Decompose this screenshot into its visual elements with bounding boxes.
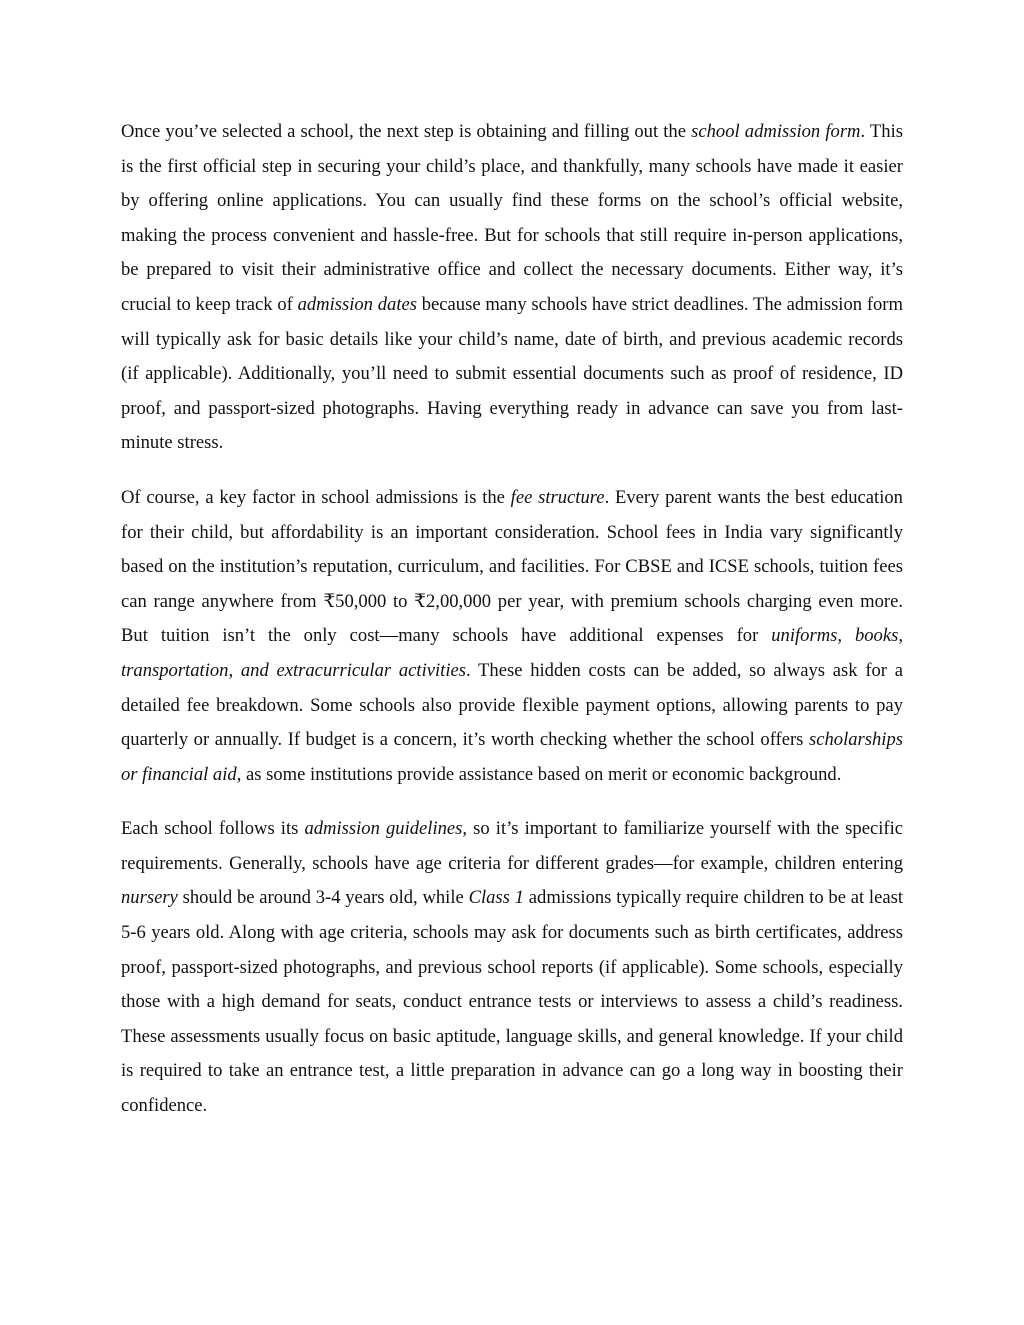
paragraph-admission-form	[121, 115, 903, 461]
text-run: admissions typically require children to be at least 5-6 years old. Along with age criteria, schools may ask for documents such as birth certificates, address proof, passport-sized photographs, and previous school reports (if applicable). Some schools, especially those with a high demand for seats, conduct entrance tests or interviews to assess a child’s readiness. These assessments usually focus on basic aptitude, language skills, and general knowledge. If your child is required to take an entrance test, a little preparation in advance can go a long way in boosting their confidence.	[121, 887, 903, 1117]
italic-text-run: nursery	[121, 887, 178, 909]
document-page	[121, 115, 903, 1144]
text-run: . These hidden costs can be added, so always ask for a detailed fee breakdown. Some schools also provide flexible payment options, allowing parents to pay quarterly or annually. If budget is a concern, it’s worth checking whether the school offers	[121, 659, 903, 751]
text-run: . Every parent wants the best education for their child, but affordability is an important consideration. School fees in India vary significantly based on the institution’s reputation, curriculum, and facilities. For CBSE and ICSE schools, tuition fees can range anywhere from ₹50,000 to ₹2,00,000 per year, with premium schools charging even more. But tuition isn’t the only cost—many schools have additional expenses for	[121, 486, 903, 647]
text-run: should be around 3-4 years old, while	[177, 887, 469, 909]
text-run: . This is the first official step in securing your child’s place, and thankfully, many schools have made it easier by offering online applications. You can usually find these forms on the school’s official website, making the process convenient and hassle-free. But for schools that still require in-person applications, be prepared to visit their administrative office and collect the necessary documents. Either way, it’s crucial to keep track of	[121, 121, 903, 315]
italic-text-run: scholarships or financial aid	[121, 729, 903, 785]
italic-text-run: Class 1	[468, 887, 524, 909]
paragraph-admission-guidelines	[121, 812, 903, 1123]
text-run: because many schools have strict deadlines. The admission form will typically ask for basic details like your child’s name, date of birth, and previous academic records (if applicable). Additionally, you’ll need to submit essential documents such as proof of residence, ID proof, and passport-sized photographs. Having everything ready in advance can save you from last-minute stress.	[121, 293, 903, 454]
text-run: , so it’s important to familiarize yourself with the specific requirements. Generally, schools have age criteria for different grades—for example, children entering	[121, 818, 903, 874]
italic-text-run: uniforms, books, transportation, and extracurricular activities	[121, 625, 903, 681]
italic-text-run: admission dates	[297, 293, 417, 315]
italic-text-run: school admission form	[691, 121, 861, 142]
italic-text-run: admission guidelines	[304, 818, 463, 840]
text-run: Once you’ve selected a school, the next step is obtaining and filling out the	[121, 121, 692, 142]
text-run: , as some institutions provide assistance based on merit or economic background.	[236, 763, 842, 785]
text-run: Of course, a key factor in school admissions is the	[121, 486, 511, 508]
paragraph-fee-structure	[121, 481, 903, 792]
italic-text-run: fee structure	[510, 486, 605, 508]
text-run: Each school follows its	[121, 818, 305, 840]
